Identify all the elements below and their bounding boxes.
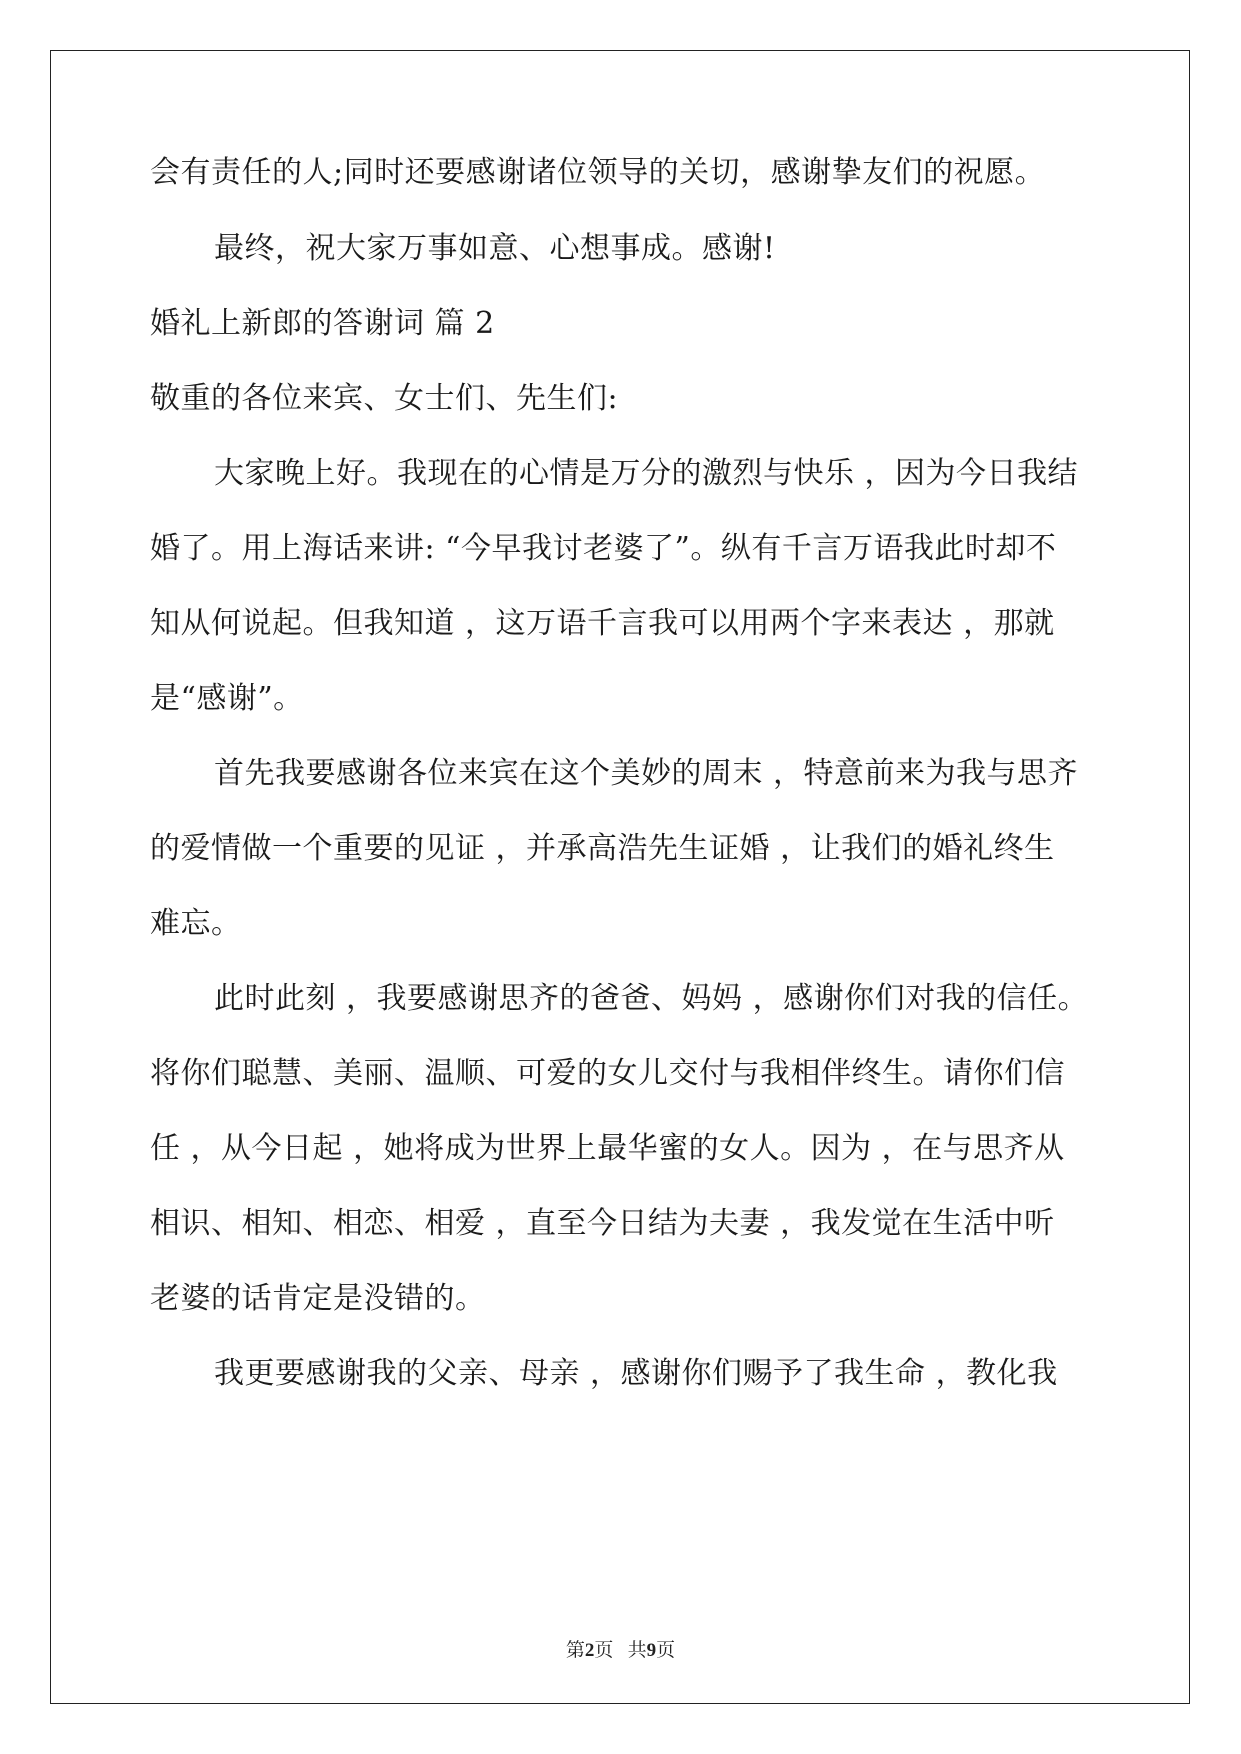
total-pages-number: 9 bbox=[646, 1640, 657, 1661]
footer-prefix: 第 bbox=[565, 1640, 585, 1661]
footer-suffix: 页 bbox=[656, 1640, 676, 1661]
salutation: 敬重的各位来宾、女士们、先生们: bbox=[150, 381, 619, 416]
paragraph-line: 任 ，从今日起 ，她将成为世界上最华蜜的女人。因为 ，在与思齐从 bbox=[150, 1131, 1065, 1166]
current-page-number: 2 bbox=[584, 1640, 595, 1661]
paragraph-line: 我更要感谢我的父亲、母亲 ，感谢你们赐予了我生命 ，教化我 bbox=[214, 1356, 1058, 1391]
footer-middle: 页 共 bbox=[594, 1640, 647, 1661]
page-footer bbox=[0, 1635, 1241, 1662]
section-heading: 婚礼上新郎的答谢词 篇 2 bbox=[150, 306, 495, 341]
paragraph-line: 知从何说起。但我知道 ，这万语千言我可以用两个字来表达 ，那就 bbox=[150, 606, 1055, 641]
paragraph-line: 会有责任的人;同时还要感谢诸位领导的关切，感谢挚友们的祝愿。 bbox=[150, 155, 1046, 190]
paragraph-line: 老婆的话肯定是没错的。 bbox=[150, 1281, 486, 1316]
paragraph-line: 相识、相知、相恋、相爱 ，直至今日结为夫妻 ，我发觉在生活中听 bbox=[150, 1206, 1055, 1241]
paragraph-line: 难忘。 bbox=[150, 906, 242, 941]
paragraph-line: 是“感谢”。 bbox=[150, 681, 304, 716]
paragraph-line: 婚了。用上海话来讲: “今早我讨老婆了”。纵有千言万语我此时却不 bbox=[150, 531, 1057, 566]
page-border bbox=[50, 50, 1190, 1704]
paragraph-line: 将你们聪慧、美丽、温顺、可爱的女儿交付与我相伴终生。请你们信 bbox=[150, 1056, 1065, 1091]
paragraph-line: 的爱情做一个重要的见证 ，并承高浩先生证婚 ，让我们的婚礼终生 bbox=[150, 831, 1055, 866]
paragraph-line: 此时此刻 ，我要感谢思齐的爸爸、妈妈 ，感谢你们对我的信任。 bbox=[214, 981, 1089, 1016]
paragraph-line: 首先我要感谢各位来宾在这个美妙的周末 ，特意前来为我与思齐 bbox=[214, 756, 1079, 791]
paragraph-line: 大家晚上好。我现在的心情是万分的激烈与快乐 ，因为今日我结 bbox=[214, 456, 1079, 491]
paragraph-line: 最终，祝大家万事如意、心想事成。感谢! bbox=[214, 231, 776, 266]
